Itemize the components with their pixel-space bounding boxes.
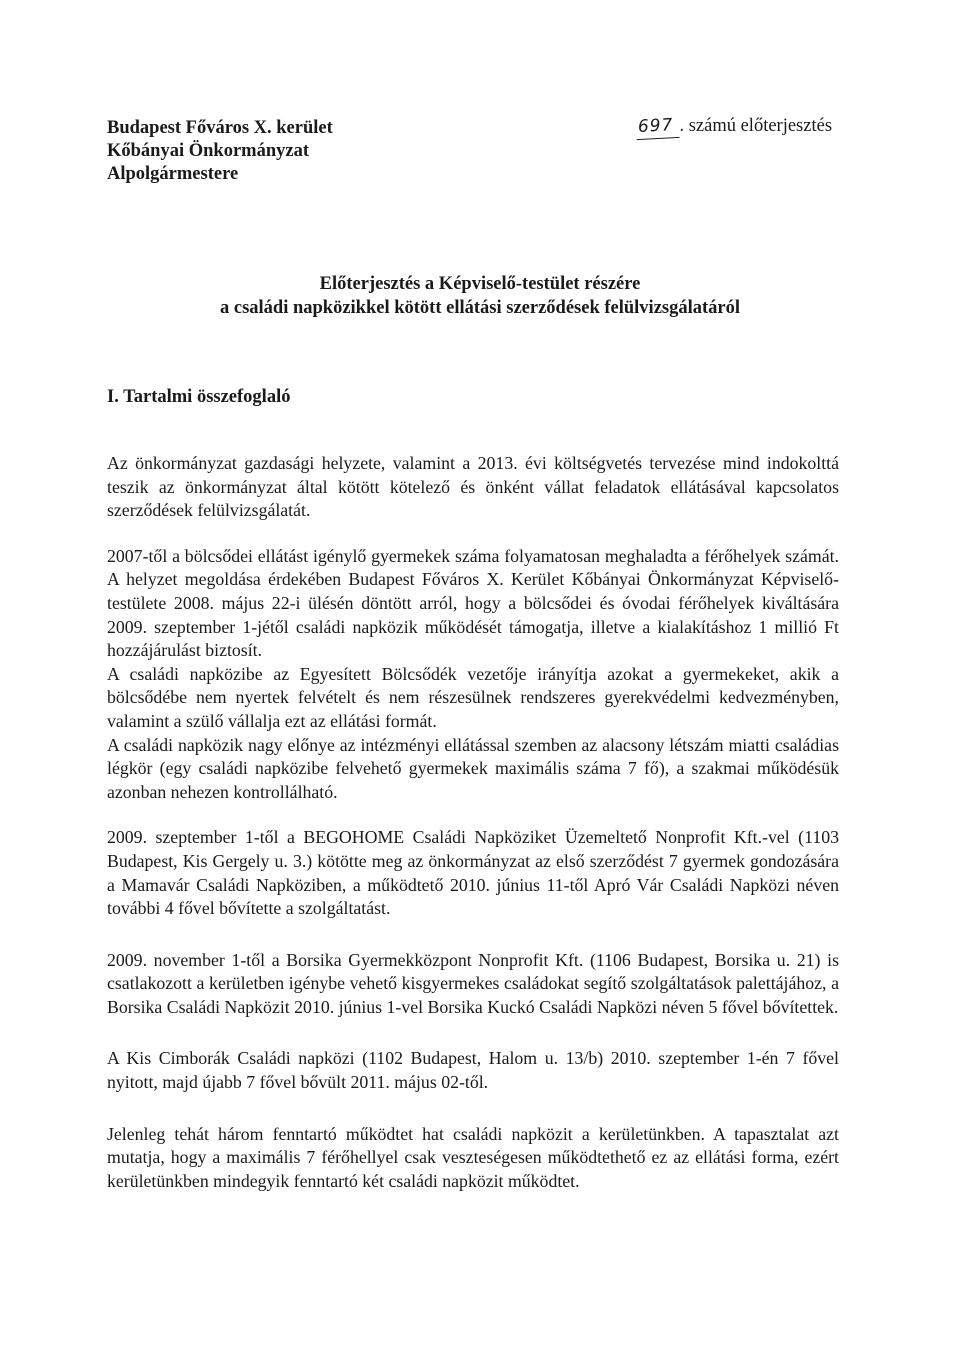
proposal-number-block: [636, 115, 832, 139]
paragraph-8: Jelenleg tehát három fenntartó működtet hat családi napközit a kerületünkben. A tapasztalat azt mutatja, hogy a maximális 7 férőhellyel csak veszteségesen működtethető ez az ellátási forma, ezért kerületünkben mindegyik fenntartó két családi napközit működtet.: [107, 1123, 839, 1191]
section-heading: I. Tartalmi összefoglaló: [107, 387, 291, 407]
paragraph-1: Az önkormányzat gazdasági helyzete, valamint a 2013. évi költségvetés tervezése mind indokolttá teszik az önkormányzat által kötött kötelező és önként vállat feladatok ellátásával kapcsolatos szerződések felülvizsgálatát.: [107, 453, 839, 521]
issuer-line-role: Alpolgármestere: [107, 164, 239, 184]
document-title: [0, 272, 960, 320]
paragraph-2: 2007-től a bölcsődei ellátást igénylő gyermekek száma folyamatosan meghaladta a férőhelyek számát. A helyzet megoldása érdekében Budapest Főváros X. Kerület Kőbányai Önkormányzat Képviselő-testülete 2008. május 22-i ülésén döntött arról, hogy a bölcsődei és óvodai férőhelyek kiváltására 2009. szeptember 1-jétől családi napközik működését támogatja, illetve a kialakításhoz 1 millió Ft hozzájárulást biztosít.: [107, 545, 839, 661]
body-text: [107, 452, 839, 1193]
paragraph-4: A családi napközik nagy előnye az intézményi ellátással szemben az alacsony létszám miatti családias légkör (egy családi napközibe felvehető gyermekek maximális száma 7 fő), a szakmai működésük azonban nehezen kontrollálható.: [107, 734, 839, 802]
paragraph-6: 2009. november 1-től a Borsika Gyermekközpont Nonprofit Kft. (1106 Budapest, Borsika u. 21) is csatlakozott a kerületben igénybe vehető kisgyermekes családokat segítő szolgáltatások palettájához, a Borsika Családi Napközit 2010. június 1-vel Borsika Kuckó Családi Napközi néven 5 fővel bővítettek.: [107, 949, 839, 1017]
issuer-line-municipality: Kőbányai Önkormányzat: [107, 141, 309, 161]
proposal-number-suffix: . számú előterjesztés: [679, 116, 833, 136]
handwritten-proposal-number: 697: [635, 114, 680, 140]
issuer-line-city: Budapest Főváros X. kerület: [107, 118, 333, 138]
paragraph-5: 2009. szeptember 1-től a BEGOHOME Családi Napköziket Üzemeltető Nonprofit Kft.-vel (1103 Budapest, Kis Gergely u. 3.) kötötte meg az önkormányzat az első szerződést 7 gyermek gondozására a Mamavár Családi Napköziben, a működtető 2010. június 11-től Apró Vár Családi Napközi néven további 4 fővel bővítette a szolgáltatást.: [107, 827, 839, 919]
paragraph-7: A Kis Cimborák Családi napközi (1102 Budapest, Halom u. 13/b) 2010. szeptember 1-én 7 fővel nyitott, majd újabb 7 fővel bővült 2011. május 02-től.: [107, 1048, 839, 1093]
title-line-1: Előterjesztés a Képviselő-testület részére: [319, 274, 641, 294]
issuer-block: [107, 117, 333, 186]
title-line-2: a családi napközikkel kötött ellátási szerződések felülvizsgálatáról: [219, 298, 741, 318]
paragraph-3: A családi napközibe az Egyesített Bölcsődék vezetője irányítja azokat a gyermekeket, akik a bölcsődébe nem nyertek felvételt és nem részesülnek rendszeres gyerekvédelmi kedvezményben, valamint a szülő vállalja ezt az ellátási formát.: [107, 663, 839, 731]
